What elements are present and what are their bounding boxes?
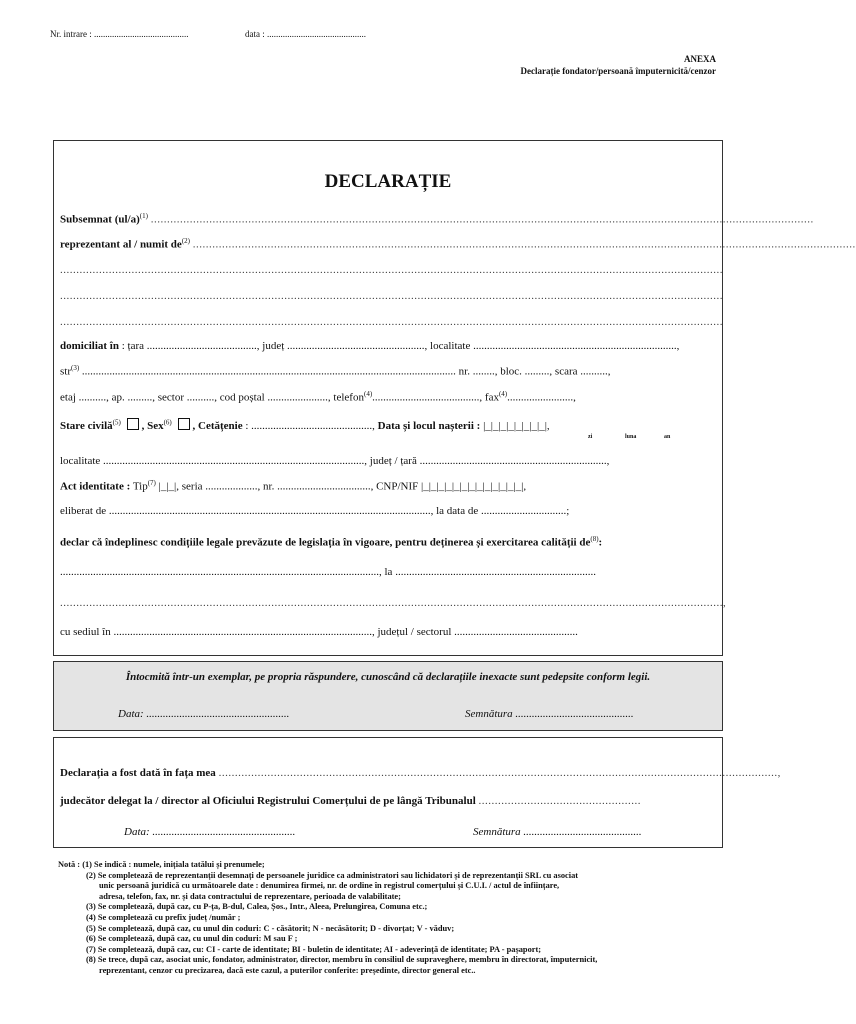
statement-semnatura-field[interactable]: Semnătura ...........................................: [465, 708, 634, 720]
blank-line-3[interactable]: ............................................................................................................................................................................................................: [60, 316, 723, 328]
reprezentant-label: reprezentant al / numit de: [60, 238, 182, 251]
stare-civila-checkbox[interactable]: [127, 418, 139, 430]
strada-row[interactable]: str$^{(3)}$ ........................................................................................................................................ nr. ........, bloc. ........., scara ..........,: [60, 364, 611, 378]
data-intrare-field[interactable]: data : ............................................: [245, 29, 366, 39]
note-5: (5) Se completează, după caz, cu unul din coduri: C - căsătorit; N - necăsătorit; D - divorțat; V - văduv;: [86, 923, 455, 933]
note-2b: unic persoană juridică cu următoarele date : denumirea firmei, nr. de ordine în registrul comerțului și C.U.I. / actul de înființare,: [99, 881, 560, 891]
stare-civila-row[interactable]: Stare civilă$^{(5)}$ , Sex$^{(6)}$ , Cetățenie : ............................................, Data și locul nașterii : |_|_|_|_|_|_|_|_|,: [60, 418, 550, 432]
note-8a: (8) Se trece, după caz, asociat unic, fondator, administrator, director, membru în consiliul de supraveghere, membru în directorat, împuternicit,: [86, 955, 598, 965]
note-4: (4) Se completează cu prefix județ /număr ;: [86, 912, 241, 922]
cnp-label: CNP/NIF: [376, 480, 419, 493]
note-1: (1) Se indică : numele, inițiala tatălui și prenumele;: [82, 860, 265, 869]
judge-semnatura-field[interactable]: Semnătura ...........................................: [473, 826, 642, 838]
etaj-row[interactable]: etaj .........., ap. ........., sector .........., cod poștal ......................, telefon$^{(4)}$......................................., fax$^{(4)}$........................,: [60, 390, 576, 404]
date-sub-an: an: [664, 434, 671, 440]
statement-text: Întocmită într-un exemplar, pe propria răspundere, cunoscând că declarațiile inexacte sunt pedepsite conform legii.: [125, 671, 651, 683]
note-6: (6) Se completează, după caz, cu unul din coduri: M sau F ;: [86, 934, 298, 944]
form-title: DECLARAȚIE: [324, 171, 452, 192]
reprezentant-row[interactable]: reprezentant al / numit $de^{(2)}$ ............................................................................................................................................................................................................: [60, 237, 856, 251]
cetatenie-label: , Cetățenie: [192, 420, 243, 432]
act-identitate-row[interactable]: Act identitate : Tip$^{(7)}$ |_|_|, seria ..................., nr. .................................., CNP/NIF |_|_|_|_|_|_|_|_|_|_|_|_|_|,: [60, 479, 527, 493]
blank-line-1[interactable]: ............................................................................................................................................................................................................: [60, 264, 723, 276]
etaj-fields: etaj .........., ap. ........., sector .........., cod poștal ......................, telefon: [60, 391, 364, 404]
anexa-subtitle: Declarație fondator/persoană împuternicită/cenzor: [520, 66, 716, 76]
declar-text: declar că îndeplinesc condițiile legale prevăzute de legislația în vigoare, pentru deținerea și exercitarea calității de: [60, 536, 591, 549]
date-sub-luna: luna: [625, 434, 637, 440]
tip-boxes[interactable]: |_|_|: [158, 480, 177, 493]
declaratia-row[interactable]: Declarația a fost dată în fața mea ............................................................................................................................................................................,: [60, 767, 781, 779]
statement-data-field[interactable]: Data: ....................................................: [118, 708, 290, 720]
subsemnat-label: Subsemnat (ul/a): [60, 213, 140, 226]
note-3: (3) Se completează, după caz, cu P-ța, B-dul, Calea, Șos., Intr., Aleea, Prelungirea, Comuna etc.;: [86, 902, 428, 912]
note-7: (7) Se completează, după caz, cu: CI - carte de identitate; BI - buletin de identitate; AI - adeverință de identitate; PA - pașaport;: [86, 944, 542, 954]
declar-row: declar că îndeplinesc condițiile legale prevăzute de legislația în vigoare, pentru deținerea și exercitarea calității $de^{(8)}$:: [60, 535, 603, 549]
act-identitate-label: Act identitate :: [60, 480, 131, 493]
date-boxes[interactable]: |_|_|_|_|_|_|_|_|,: [483, 420, 550, 432]
cnp-boxes[interactable]: |_|_|_|_|_|_|_|_|_|_|_|_|_|,: [421, 480, 527, 493]
str-fields: ........................................................................................................................................ nr. ........, bloc. ........., scara ..........,: [81, 365, 611, 378]
sex-checkbox[interactable]: [178, 418, 190, 430]
declaratia-label: Declarația a fost dată în fața mea: [60, 767, 216, 779]
sex-label: , Sex: [141, 420, 164, 432]
judecator-row[interactable]: judecător delegat la / director al Oficiului Registrului Comerțului de pe lângă Tribunalul ..................................................: [60, 795, 642, 807]
stare-civila-label: Stare civilă: [60, 420, 113, 432]
eliberat-row[interactable]: eliberat de ....................................................................................................................., la data de ...............................;: [60, 505, 570, 517]
calitate-row[interactable]: ...................................................................................................................., la .........................................................................: [60, 566, 596, 578]
data-nasterii-label: Data și locul nașterii :: [377, 420, 481, 432]
domiciliat-row[interactable]: [60, 340, 710, 352]
note-8b: reprezentant, cenzor cu precizarea, dacă este cazul, a puterilor conferite: președinte, director general etc..: [99, 965, 476, 975]
judecator-label: judecător delegat la / director al Oficiului Registrului Comerțului de pe lângă Tribunalul: [60, 795, 476, 807]
blank-line-4[interactable]: ............................................................................................................................................................................................................,: [60, 597, 727, 609]
domiciliat-label: domiciliat în: [60, 340, 119, 352]
date-sub-zi: zi: [588, 434, 593, 440]
anexa-label: ANEXA: [683, 54, 716, 64]
notes-section: [58, 860, 597, 977]
cu-sediul-row[interactable]: cu sediul în .............................................................................................., județul / sectorul .............................................: [60, 626, 578, 638]
localitate-row[interactable]: localitate ..............................................................................................., județ / țară ....................................................................,: [60, 455, 610, 467]
note-2c: adresa, telefon, fax, nr. și data contractului de reprezentare, perioada de valabilitate;: [99, 891, 401, 901]
reprezentant-dots: ............................................................................................................................................................................................................: [192, 238, 856, 251]
notes-label: Notă :: [58, 860, 81, 869]
str-label: str: [60, 365, 71, 378]
judge-data-field[interactable]: Data: ....................................................: [124, 826, 296, 838]
subsemnat-dots: ............................................................................................................................................................................................................: [150, 213, 814, 226]
domiciliat-fields: : țara ........................................, județ .................................................., localitate ..........................................................................,: [121, 340, 680, 352]
blank-line-2[interactable]: ............................................................................................................................................................................................................: [60, 290, 723, 302]
nr-intrare-field[interactable]: Nr. intrare : ..........................................: [50, 29, 189, 39]
note-2a: (2) Se completează de reprezentanții desemnați de persoanele juridice ca administratori sau lichidatori și de reprezentanții SRL cu asociat: [86, 870, 579, 880]
subsemnat-row[interactable]: Subsemnat $(ul/a)^{(1)}$ ............................................................................................................................................................................................................: [60, 212, 814, 226]
